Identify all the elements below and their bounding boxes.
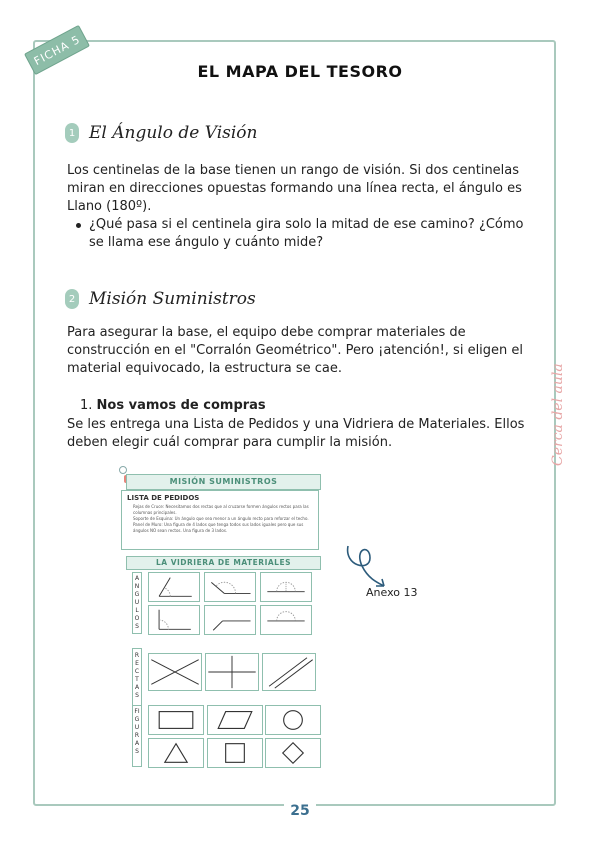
worksheet-banner: MISIÓN SUMINISTROS [126, 474, 321, 490]
section-1-paragraph: Los centinelas de la base tienen un rango de visión. Si dos centinelas miran en direcciones opuestas formando una línea recta, el ángulo es Llano (180º). [67, 163, 522, 214]
shape-crossing-lines [148, 653, 202, 691]
worksheet-label-angulos [132, 572, 142, 634]
worksheet-list-title: LISTA DE PEDIDOS [127, 494, 200, 502]
section-2-paragraph: Para asegurar la base, el equipo debe comprar materiales de construcción en el "Corralón Geométrico". Pero ¡atención!, si eligen el material equivocado, la estructura se cae. [67, 325, 524, 376]
annex-label: Anexo 13 [366, 586, 418, 599]
section-2-title: Misión Suministros [89, 289, 256, 309]
side-note: Cerca del aula [550, 363, 566, 467]
worksheet-order-list [121, 490, 319, 550]
shape-angle-arc [260, 605, 312, 635]
shape-bent-line [204, 605, 256, 635]
worksheet-label-figuras-text: FIGURAS [134, 708, 140, 755]
worksheet-list-item: Soporte de Esquina: Un ángulo que sea menor a un ángulo recto para reforzar el techo. [133, 516, 309, 521]
section-1-header [65, 123, 258, 143]
shape-obtuse-angle [204, 572, 256, 602]
ficha-tag: FICHA 5 [24, 25, 90, 75]
shape-parallel-lines [262, 653, 316, 691]
list-item-heading [80, 398, 266, 413]
shape-circle [265, 705, 321, 735]
section-1-number: 1 [65, 123, 79, 143]
worksheet-label-angulos-text: ANGULOS [134, 575, 140, 630]
section-2-header [65, 289, 256, 309]
worksheet-dot-icon [119, 466, 127, 474]
section-1-bullet-text: ¿Qué pasa si el centinela gira solo la mitad de ese camino? ¿Cómo se llama ese ángulo y cuánto mide? [89, 217, 524, 250]
list-number: 1. [80, 398, 93, 413]
shape-rhombus-parallelogram [207, 705, 263, 735]
page-title: EL MAPA DEL TESORO [197, 62, 403, 81]
worksheet-label-rectas-text: RECTAS [134, 652, 140, 699]
page-number: 25 [284, 803, 316, 819]
shape-triangle [148, 738, 204, 768]
shape-rectangle [148, 705, 204, 735]
shape-square [207, 738, 263, 768]
worksheet-list-item: Panel de Muro: Una figura de 4 lados que tenga todos sus lados iguales pero que sus ángulos NO sean rectos. Una figura de 3 lados. [133, 522, 304, 533]
shape-perpendicular-lines [205, 653, 259, 691]
worksheet-image [118, 465, 324, 770]
worksheet-banner-2: LA VIDRIERA DE MATERIALES [126, 556, 321, 570]
list-heading: Nos vamos de compras [96, 398, 266, 413]
shape-straight-angle [260, 572, 312, 602]
section-2-list-text: Se les entrega una Lista de Pedidos y una Vidriera de Materiales. Ellos deben elegir cuál comprar para cumplir la misión. [67, 417, 525, 450]
worksheet-list-item: Rejas de Cruce: Necesitamos dos rectas que al cruzarse formen ángulos rectos para las columnas principales. [133, 504, 309, 515]
shape-right-angle [148, 605, 200, 635]
section-1-title: El Ángulo de Visión [89, 123, 258, 143]
section-1-bullet [76, 216, 536, 252]
worksheet-label-figuras [132, 705, 142, 767]
annex-arrow-icon [340, 536, 400, 591]
shape-acute-angle [148, 572, 200, 602]
shape-diamond [265, 738, 321, 768]
worksheet-label-rectas [132, 648, 142, 706]
bullet-dot-icon [76, 223, 81, 228]
section-2-number: 2 [65, 289, 79, 309]
